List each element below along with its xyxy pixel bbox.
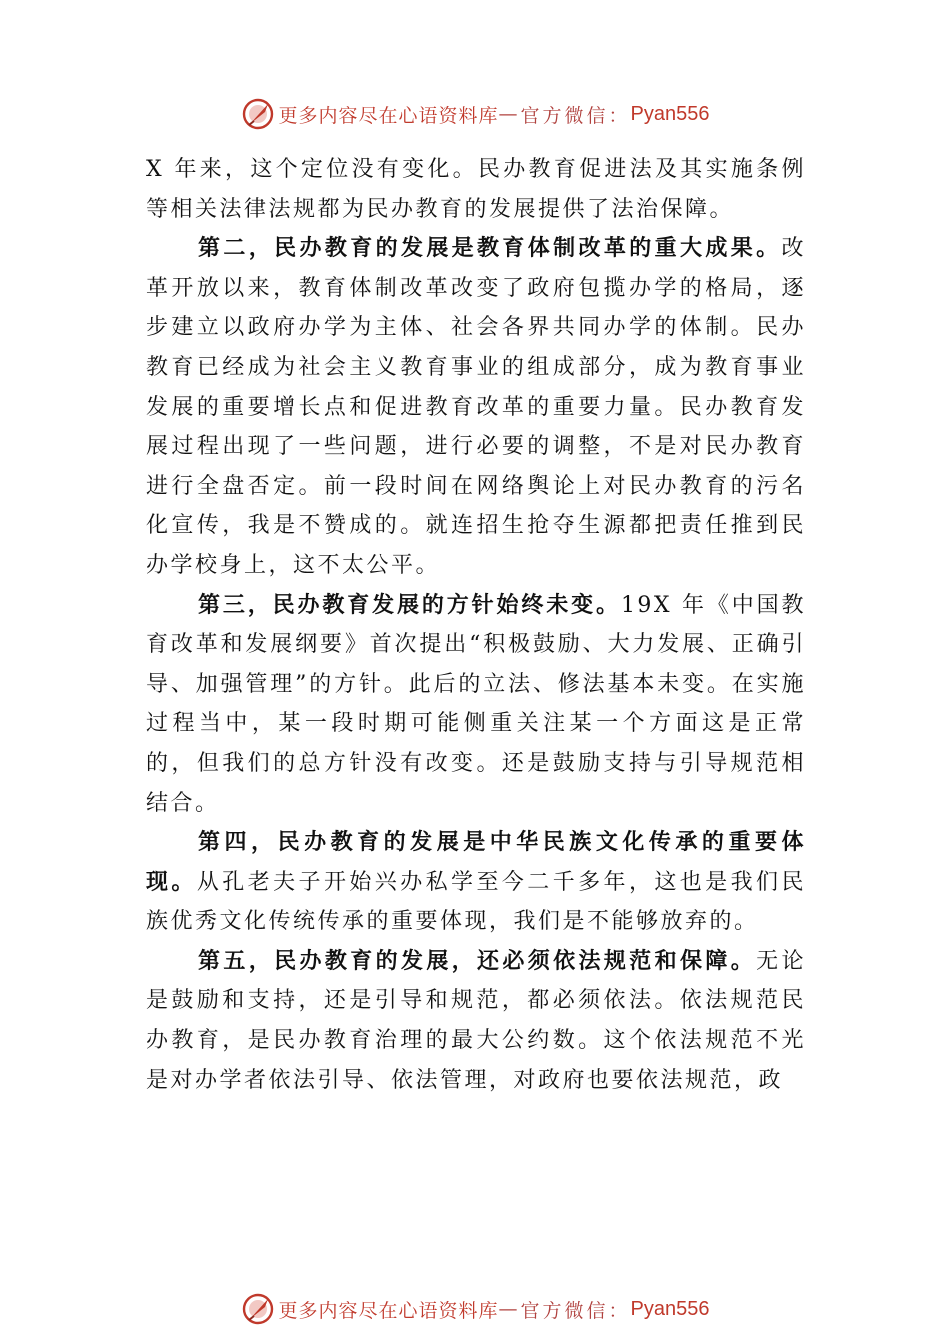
paragraph-1 [146,150,806,229]
paragraph-4 [146,823,806,942]
watermark-wechat-id: Pyan556 [630,102,710,125]
quill-seal-logo-icon [241,1292,275,1326]
paragraph-lead: 第二，民办教育的发展是教育体制改革的重大成果。 [198,235,782,262]
watermark-wechat-id: Pyan556 [630,1297,710,1320]
paragraph-3 [146,586,806,824]
paragraph-lead: 第五，民办教育的发展，还必须依法规范和保障。 [198,947,757,974]
watermark-label: 官方微信： [520,1299,631,1322]
watermark-dash: — [498,1298,521,1320]
footer-watermark [0,1289,950,1329]
paragraph-text: 无论是鼓励和支持，还是引导和规范，都必须依法。依法规范民办教育，是民办教育治理的最大公约数。这个依法规范不光 是对办学者依法引导、依法管理，对政府也要依法规范，政 [146,948,806,1093]
paragraph-lead: 第四，民办教育的发展是中华民族文化传承的重要体现。 [146,829,806,895]
paragraph-2 [146,229,806,585]
header-watermark [0,94,950,134]
watermark-dash: — [498,103,521,125]
document-body [146,150,806,1100]
watermark-text: 更多内容尽在心语资料库 [278,1299,499,1322]
paragraph-5 [146,942,806,1100]
paragraph-text: 19X 年《中国教育改革和发展纲要》首次提出“积极鼓励、大力发展、正确引导、加强管理”的方针。此后的立法、修法基本未变。在实施过程当中，某一段时期可能侧重关注某一个方面这是正常的，但我们的总方针没有改变。还是鼓励支持与引导规范相结合。 [146,592,806,816]
watermark-text: 更多内容尽在心语资料库 [278,104,499,127]
quill-seal-logo-icon [241,97,275,131]
paragraph-text: 改革开放以来，教育体制改革改变了政府包揽办学的格局，逐步建立以政府办学为主体、社会各界共同办学的体制。民办教育已经成为社会主义教育事业的组成部分，成为教育事业发展的重要增长点和促进教育改革的重要力量。民办教育发展过程出现了一些问题，进行必要的调整，不是对民办教育进行全盘否定。前一段时间在网络舆论上对民办教育的污名化宣传，我是不赞成的。就连招生抢夺生源都把责任推到民 办学校身上，这不太公平。 [146,236,806,578]
watermark-label: 官方微信： [520,104,631,127]
paragraph-text: 从孔老夫子开始兴办私学至今二千多年，这也是我们民族优秀文化传统传承的重要体现，我们是不能够放弃的。 [146,869,806,935]
paragraph-text: X 年来，这个定位没有变化。民办教育促进法及其实施条例等相关法律法规都为民办教育的发展提供了法治保障。 [146,157,806,222]
paragraph-lead: 第三，民办教育发展的方针始终未变。 [198,591,621,618]
